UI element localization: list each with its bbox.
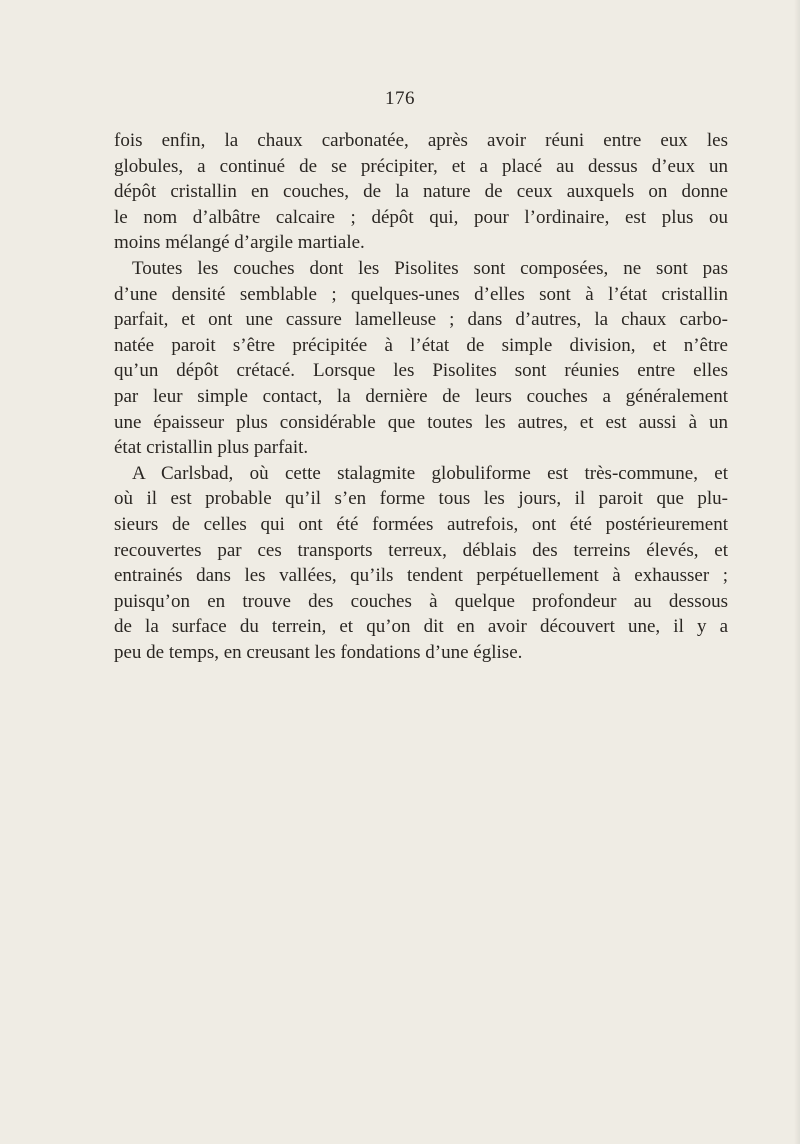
- text-line: qu’un dépôt crétacé. Lorsque les Pisolites sont réunies entre elles: [114, 360, 728, 382]
- text-line: recouvertes par ces transports terreux, déblais des terreins élevés, et: [114, 539, 728, 561]
- text-line: A Carlsbad, où cette stalagmite globuliforme est très-commune, et: [132, 462, 728, 484]
- text-line: moins mélangé d’argile martiale.: [114, 232, 365, 254]
- text-line: Toutes les couches dont les Pisolites sont composées, ne sont pas: [132, 257, 728, 279]
- text-line: globules, a continué de se précipiter, et a placé au dessus d’eux un: [114, 155, 728, 177]
- text-line: dépôt cristallin en couches, de la nature de ceux auxquels on donne: [114, 181, 728, 203]
- page-number: 176: [385, 88, 415, 109]
- text-line: où il est probable qu’il s’en forme tous les jours, il paroit que plu-: [114, 488, 728, 510]
- text-line: par leur simple contact, la dernière de leurs couches a généralement: [114, 385, 728, 407]
- text-line: de la surface du terrein, et qu’on dit en avoir découvert une, il y a: [114, 616, 728, 638]
- text-line: natée paroit s’être précipitée à l’état de simple division, et n’être: [114, 334, 728, 356]
- text-line: parfait, et ont une cassure lamelleuse ; dans d’autres, la chaux carbo-: [114, 309, 728, 331]
- text-line: le nom d’albâtre calcaire ; dépôt qui, pour l’ordinaire, est plus ou: [114, 206, 728, 228]
- text-line: état cristallin plus parfait.: [114, 437, 309, 459]
- text-line: entrainés dans les vallées, qu’ils tendent perpétuellement à exhausser ;: [114, 565, 728, 587]
- body-text: [114, 128, 728, 665]
- text-line: d’une densité semblable ; quelques-unes d’elles sont à l’état cristallin: [114, 283, 728, 305]
- text-line: une épaisseur plus considérable que toutes les autres, et est aussi à un: [114, 411, 728, 433]
- text-line: fois enfin, la chaux carbonatée, après avoir réuni entre eux les: [114, 130, 728, 151]
- text-line: puisqu’on en trouve des couches à quelque profondeur au dessous: [114, 590, 728, 612]
- text-line: peu de temps, en creusant les fondations d’une église.: [114, 641, 523, 663]
- text-line: sieurs de celles qui ont été formées autrefois, ont été postérieurement: [114, 513, 728, 535]
- page-edge-shadow: [794, 0, 800, 1144]
